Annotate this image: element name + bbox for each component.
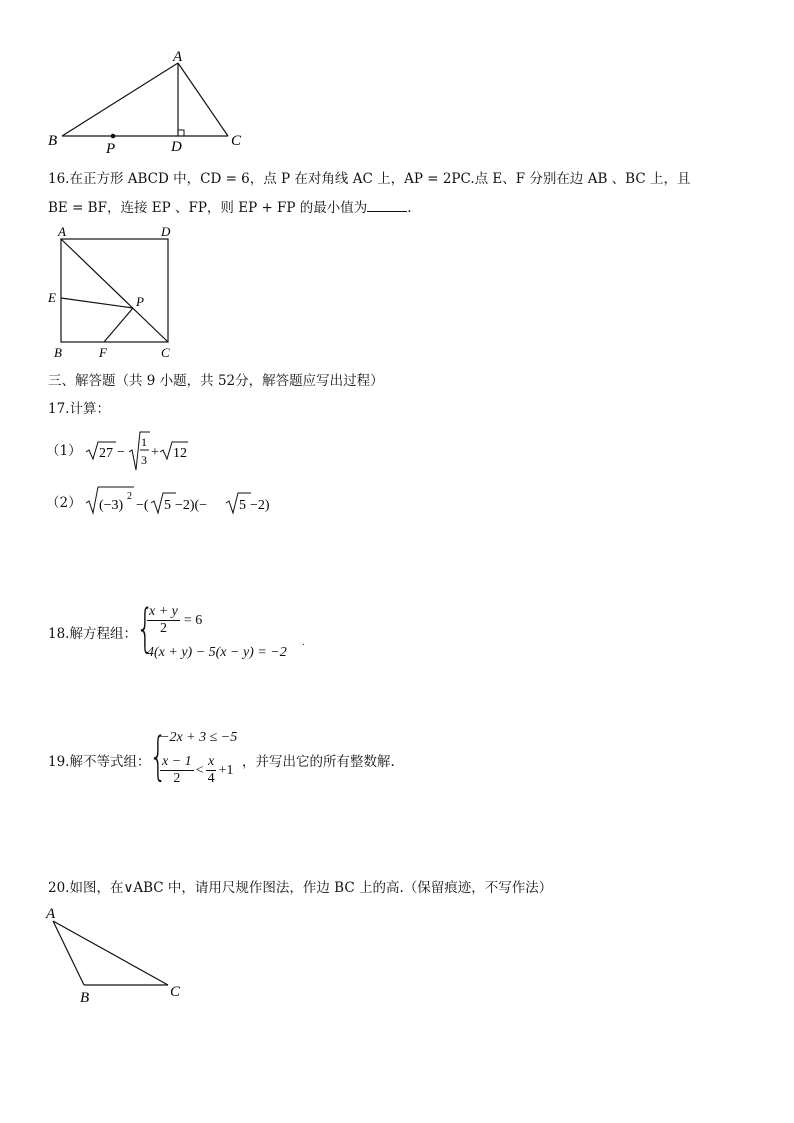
q16-line1: 16.在正方形 ABCD 中，CD = 6，点 P 在对角线 AC 上，AP = 2PC.点 E、F 分别在边 AB 、BC 上，且 (48, 171, 691, 187)
q17-minus: − (117, 445, 125, 460)
q17-part2-label: （2） (46, 495, 82, 511)
q16-line2 (48, 197, 412, 218)
q19-lt: < (195, 762, 204, 778)
q19-frac1 (160, 754, 194, 787)
q18-brace: { (136, 599, 155, 659)
q19-ineq1: −2x + 3 ≤ −5 (160, 730, 238, 745)
q18-eq1 (145, 604, 202, 637)
label-d: D (171, 139, 182, 155)
q17-root-12: 12 (173, 446, 187, 461)
q17-exponent: 2 (127, 491, 132, 502)
q20-text: 20.如图，在∨ABC 中，请用尺规作图法，作边 BC 上的高.（保留痕迹，不写作法） (48, 880, 553, 896)
q19-label: 19.解不等式组： (48, 754, 151, 770)
q18-eq1-den: 2 (159, 621, 167, 636)
tri-label-b: B (80, 990, 90, 1006)
q16-line2-text: BE = BF，连接 EP 、FP，则 EP + FP 的最小值为 (48, 200, 368, 216)
sq-label-d: D (161, 224, 171, 239)
q18-label: 18.解方程组： (48, 626, 137, 642)
square-abcd-figure (44, 222, 184, 364)
q17-root-5a: 5 (164, 498, 171, 513)
q17-inner: (−3) (99, 498, 124, 513)
q19-frac1-den: 2 (173, 771, 181, 786)
q18-eq2: 4(x + y) − 5(x − y) = −2 (147, 645, 287, 660)
q19-frac2 (206, 754, 217, 787)
q17-title: 17.计算： (48, 401, 110, 417)
triangle-abd-figure (40, 45, 260, 157)
q18-eq1-num: x + y (149, 604, 178, 619)
q17-part2-expression (84, 481, 284, 521)
q17-root-5b: 5 (239, 498, 246, 513)
q17-part2-c: −2) (250, 498, 270, 513)
sq-label-p: P (136, 294, 144, 309)
q19-ineq2 (158, 754, 233, 787)
sq-label-c: C (161, 345, 170, 360)
sq-label-a: A (58, 224, 66, 239)
label-a: A (173, 49, 183, 65)
q18-tail: . (302, 637, 305, 648)
q19-frac1-num: x − 1 (162, 754, 192, 769)
sq-label-f: F (99, 345, 107, 360)
triangle-abc-figure (40, 903, 200, 1009)
q17-frac-num: 1 (141, 435, 147, 449)
answer-blank (367, 197, 407, 212)
q17-part1-label: （1） (46, 443, 82, 459)
q19-frac2-den: 4 (207, 771, 215, 786)
q17-part2-a: −( (136, 498, 149, 513)
label-c: C (231, 133, 242, 149)
q19-rest: +1 (218, 762, 234, 778)
label-b: B (48, 133, 58, 149)
q19-tail: ，并写出它的所有整数解. (242, 754, 395, 770)
tri-label-a: A (46, 906, 56, 922)
sq-label-b: B (54, 345, 62, 360)
q17-plus: + (151, 445, 159, 460)
q18-eq1-rhs: = 6 (183, 612, 203, 628)
label-p: P (106, 141, 116, 157)
sq-label-e: E (48, 290, 56, 305)
q19-frac2-num: x (207, 754, 215, 769)
q17-frac-den: 3 (141, 453, 147, 467)
q17-root-27: 27 (99, 446, 113, 461)
q16-line2-tail: . (407, 200, 412, 216)
section-heading: 三、解答题（共 9 小题，共 52分，解答题应写出过程） (48, 373, 384, 389)
q17-part1-expression (84, 428, 204, 474)
q19-brace: { (149, 727, 168, 787)
q18-eq1-frac (147, 604, 180, 637)
q17-part2-b: −2)(− (175, 498, 208, 513)
tri-label-c: C (170, 984, 181, 1000)
